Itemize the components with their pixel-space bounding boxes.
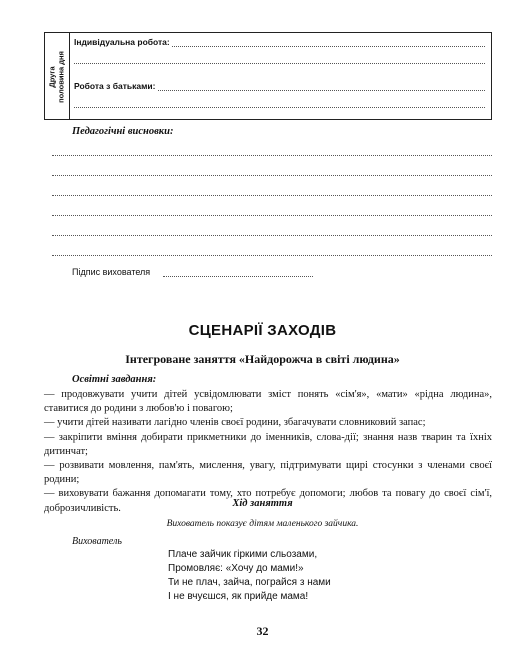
parents-work-dotline-2 <box>74 107 485 108</box>
conclusions-line-6 <box>52 255 492 256</box>
signature-dotline <box>163 276 313 277</box>
individual-work-dotline-2 <box>74 63 485 64</box>
afternoon-label-line1: Друга <box>47 66 57 88</box>
lesson-title: Інтегроване заняття «Найдорожча в світі людина» <box>125 352 400 366</box>
tasks-list <box>44 388 492 516</box>
poem-line: Промовляє: «Хочу до мами!» <box>168 563 304 574</box>
speaker-label: Вихователь <box>72 536 122 547</box>
conclusions-line-3 <box>52 195 492 196</box>
conclusions-line-5 <box>52 235 492 236</box>
afternoon-plan-table <box>44 32 492 120</box>
poem-line: Ти не плач, зайча, пограйся з нами <box>168 577 331 588</box>
conclusions-line-2 <box>52 175 492 176</box>
table-side-column <box>45 33 70 119</box>
conclusions-line-4 <box>52 215 492 216</box>
signature-label: Підпис вихователя <box>72 267 151 277</box>
task-item: — розвивати мовлення, пам'ять, мислення, увагу, підтримувати щирі стосунки з членами своєї родини; <box>44 460 492 486</box>
page-number: 32 <box>256 624 269 638</box>
section-title: СЦЕНАРІЇ ЗАХОДІВ <box>188 322 337 339</box>
course-title: Хід заняття <box>232 498 293 509</box>
task-item: — учити дітей називати лагідно членів своєї родини, збагачувати словниковий запас; <box>44 417 426 429</box>
afternoon-label-line2: половина дня <box>56 51 65 103</box>
poem <box>168 548 331 604</box>
tasks-title: Освітні завдання: <box>72 374 157 385</box>
task-item: — продовжувати учити дітей усвідомлювати зміст понять «сім'я», «мати» «рідна людина», ставитися до родини з любов'ю і повагою; <box>44 389 492 415</box>
stage-direction: Вихователь показує дітям маленького зайчика. <box>166 519 359 529</box>
afternoon-label <box>49 51 66 103</box>
conclusions-line-1 <box>52 155 492 156</box>
poem-line: І не вчуєшся, як прийде мама! <box>168 591 309 602</box>
poem-line: Плаче зайчик гіркими сльозами, <box>168 549 318 560</box>
task-item: — закріпити вміння добирати прикметники до іменників, слова-дії; знання назв тварин та їхніх дитинчат; <box>44 431 492 457</box>
conclusions-title: Педагогічні висновки: <box>72 126 174 137</box>
individual-work-dotline-1 <box>165 46 485 47</box>
parents-work-label: Робота з батьками: <box>74 81 156 91</box>
task-item: — виховувати бажання допомагати тому, хто потребує допомоги; любов та повагу до своєї сім'ї, доброзичливість. <box>44 488 492 514</box>
parents-work-dotline-1 <box>155 90 485 91</box>
individual-work-label: Індивідуальна робота: <box>74 37 170 47</box>
